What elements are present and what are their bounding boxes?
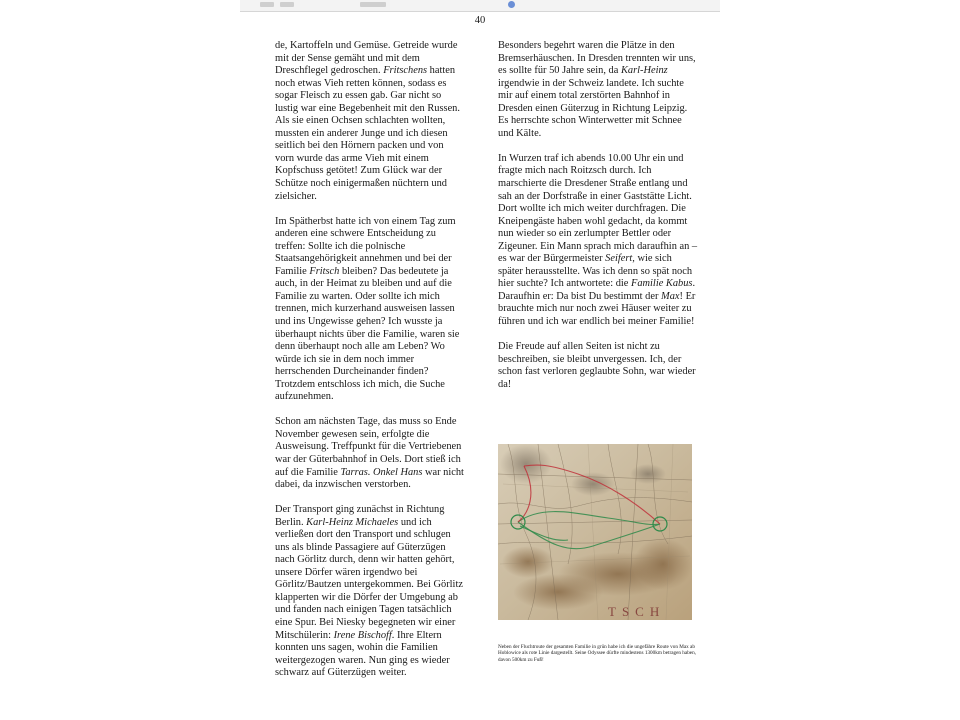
paragraph <box>275 416 465 491</box>
left-text-column <box>275 40 465 692</box>
paragraph <box>275 40 465 203</box>
italic-name: Fritschens <box>383 65 428 77</box>
map-label: TSCH <box>608 604 666 619</box>
text-run: war nicht dabei, da inzwischen verstorben. <box>275 466 464 491</box>
italic-name: Familie Kabus <box>631 278 693 290</box>
page-number: 40 <box>474 15 486 26</box>
italic-name: Karl-Heinz Michaeles <box>306 516 399 528</box>
italic-name: Max <box>661 290 680 302</box>
text-run: Im Spätherbst hatte ich von einem Tag zum anderen eine schwere Entscheidung zu treffen: Sollte ich die polnische Staatsangehörigkeit annehmen und bei der Familie <box>275 215 456 277</box>
paragraph <box>275 504 465 680</box>
text-run: de, Kartoffeln und Gemüse. Getreide wurde mit der Sense gemäht und mit dem Dreschflegel gedroschen. <box>275 40 458 77</box>
text-run: . Daraufhin er: Da bist Du bestimmt der <box>498 278 696 302</box>
text-run: bleiben? Das bedeutete ja auch, in der Heimat zu bleiben und auf die Familie zu warten. Oder sollte ich mich trennen, mich kurzerhand ausweisen lassen und ins Ungewisse gehen? Ich wusste ja überhaupt nichts über die Familie, waren sie denn überhaupt noch alle am Leben? Wo würde ich sie in dem noch immer herrschenden Durcheinander finden? Trotzdem entschloss ich mich, die Suche aufzunehmen. <box>275 265 460 403</box>
route-map-figure <box>498 444 692 620</box>
text-run: , wie sich später herausstellte. Was ich denn so spät noch hier suchte? Ich antwortete: die <box>498 253 693 290</box>
paragraph <box>498 153 698 329</box>
text-run: Die Freude auf allen Seiten ist nicht zu beschreiben, sie bleibt unvergessen. Ich, der schon fast verloren geglaubte Sohn, war wieder da! <box>498 341 696 390</box>
text-run: hatten noch etwas Vieh retten können, sodass es sogar Fleisch zu essen gab. Gar nicht so lustig war eine Begebenheit mit den Russen. Als sie einen Ochsen schlachten wollten, mussten ein anderer Junge und ich diesen seitlich bei den Hörnern packen und von vorn wurde das arme Vieh mit einem Kopfschuss getötet! Zum Glück war der Schütze noch einigermaßen nüchtern und zielsicher. <box>275 65 460 202</box>
viewer-toolbar <box>240 0 720 12</box>
text-run: und ich verließen dort den Transport und schlugen uns als blinde Passagiere auf Güterzügen nach Görlitz durch, denn wir hatten gehört, unsere Dörfer wären irgendwo bei Görlitz/Bautzen untergekommen. Bei Görlitz klapperten wir die Dörfer der Umgebung ab und fanden nach einigen Tagen tatsächlich eine Spur. Bei Niesky begegneten wir einer Mitschülerin: <box>275 516 463 641</box>
route-map-image <box>498 444 692 620</box>
text-run: ! Er brauchte mich nur noch zwei Häuser weiter zu führen und ich war endlich bei meiner Familie! <box>498 290 696 327</box>
paragraph <box>498 40 698 140</box>
italic-name: Fritsch <box>309 265 340 277</box>
text-run: . Ihre Eltern konnten uns sagen, wohin die Familien weitergezogen waren. Nun ging es wieder schwarz auf Güterzügen weiter. <box>275 629 450 679</box>
text-run: Der Transport ging zunächst in Richtung Berlin. <box>275 504 445 528</box>
text-run: Besonders begehrt waren die Plätze in den Bremserhäuschen. In Dresden trennten wir uns, es sollte für 50 Jahre sein, da <box>498 40 696 77</box>
back-button[interactable] <box>260 2 274 7</box>
figure-caption: Neben der Fluchtroute der gesamten Familie in grün habe ich die ungefähre Route von Max ab Hoblowice als rote Linie dargestellt. Seine Odyssee dürfte mindestens 1300km betragen haben, davon 500km zu Fuß! <box>498 644 696 663</box>
italic-name: Seifert <box>605 253 633 265</box>
zoom-field[interactable] <box>360 2 386 7</box>
italic-name: Tarras. Onkel Hans <box>340 466 423 478</box>
right-text-column <box>498 40 698 404</box>
search-icon[interactable] <box>508 1 515 8</box>
text-run: irgendwie in der Schweiz landete. Ich suchte mir auf einem total zerstörten Bahnhof in Dresden einen Güterzug in Richtung Leipzig. Es herrschte schon Winterwetter mit Schnee und Kälte. <box>498 77 688 139</box>
text-run: Schon am nächsten Tage, das muss so Ende November gewesen sein, erfolgte die Ausweisung. Treffpunkt für die Vertriebenen war der Güterbahnhof in Oels. Dort stieß ich auf die Familie <box>275 416 462 478</box>
italic-name: Karl-Heinz <box>620 65 668 77</box>
text-run: In Wurzen traf ich abends 10.00 Uhr ein und fragte mich nach Roitzsch durch. Ich marschierte die Dresdener Straße entlang und sah an der Dorfstraße in einer Gaststätte Licht. Dort wollte ich mich weiter durchfragen. Die Kneipengäste haben wohl gedacht, da kommt nun wieder so ein zerlumpter Bettler oder Zigeuner. Ein Mann sprach mich daraufhin an – es war der Bürgermeister <box>498 152 698 265</box>
italic-name: Irene Bischoff <box>333 629 392 641</box>
forward-button[interactable] <box>280 2 294 7</box>
paragraph <box>275 216 465 404</box>
paragraph <box>498 341 698 391</box>
